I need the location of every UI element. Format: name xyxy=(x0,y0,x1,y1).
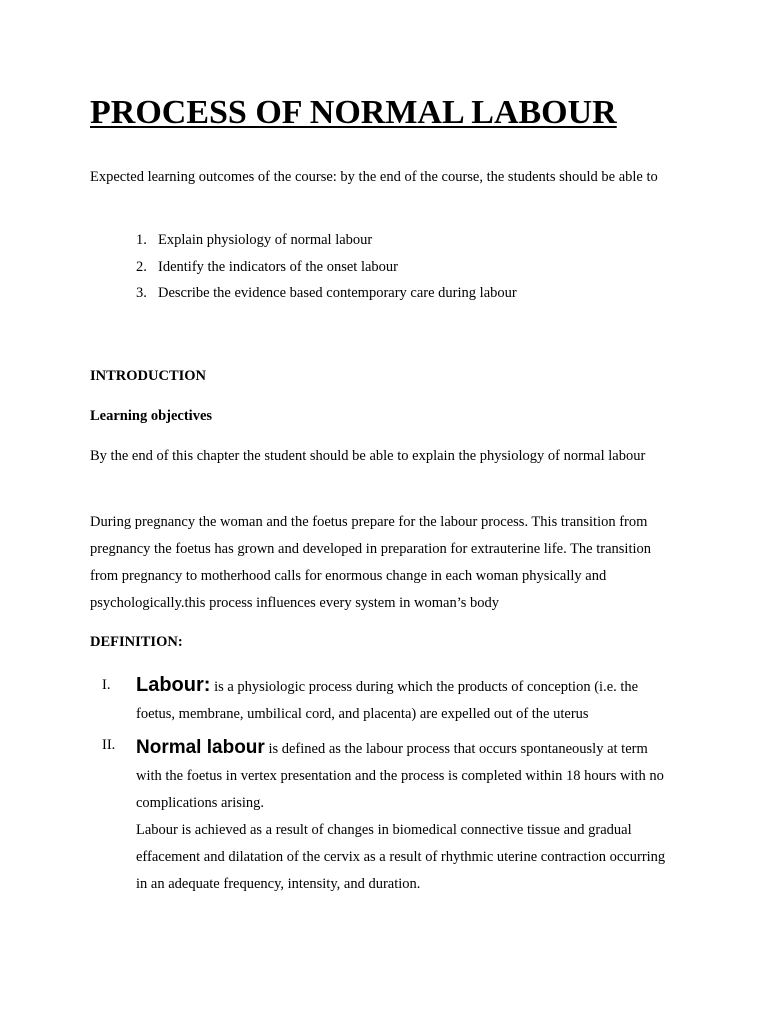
list-item-text: Describe the evidence based contemporary care during labour xyxy=(158,285,517,301)
list-item-text: Identify the indicators of the onset labour xyxy=(158,259,398,275)
learning-objectives-heading: Learning objectives xyxy=(90,408,213,424)
intro-paragraph: During pregnancy the woman and the foetus prepare for the labour process. This transition from pregnancy the foetus has grown and developed in preparation for extrauterine life. The transition from pregnancy to motherhood calls for enormous change in each woman physically and psychologically.this process influences every system in woman’s body xyxy=(90,514,652,611)
introduction-heading: INTRODUCTION xyxy=(90,368,207,384)
list-item xyxy=(136,232,372,249)
definition-heading: DEFINITION: xyxy=(90,634,183,650)
objectives-paragraph: By the end of this chapter the student should be able to explain the physiology of normal labour xyxy=(90,448,646,464)
list-item-number: 3. xyxy=(136,285,147,301)
list-item-number: I. xyxy=(102,677,111,693)
list-item xyxy=(136,285,517,302)
list-item-number: 1. xyxy=(136,232,147,248)
list-item-number: II. xyxy=(102,737,116,753)
definition-text: is a physiologic process during which the products of conception (i.e. the foetus, membrane, umbilical cord, and placenta) are expelled out of the uterus xyxy=(136,679,639,722)
definition-body xyxy=(136,672,676,728)
outcomes-intro: Expected learning outcomes of the course: by the end of the course, the students should be able to xyxy=(90,169,658,185)
definition-term: Labour: xyxy=(136,674,211,696)
definition-extra-paragraph: Labour is achieved as a result of changes in biomedical connective tissue and gradual effacement and dilatation of the cervix as a result of rhythmic uterine contraction occurring in an adequate frequency, intensity, and duration. xyxy=(136,822,666,892)
definition-text: is defined as the labour process that occurs spontaneously at term with the foetus in vertex presentation and the process is completed within 18 hours with no complications arising. xyxy=(136,741,664,811)
definition-term: Normal labour xyxy=(136,737,265,758)
list-item-number: 2. xyxy=(136,259,147,275)
definition-body xyxy=(136,734,676,898)
page-title: PROCESS OF NORMAL LABOUR xyxy=(90,94,617,131)
list-item xyxy=(136,259,398,276)
list-item-text: Explain physiology of normal labour xyxy=(158,232,373,248)
